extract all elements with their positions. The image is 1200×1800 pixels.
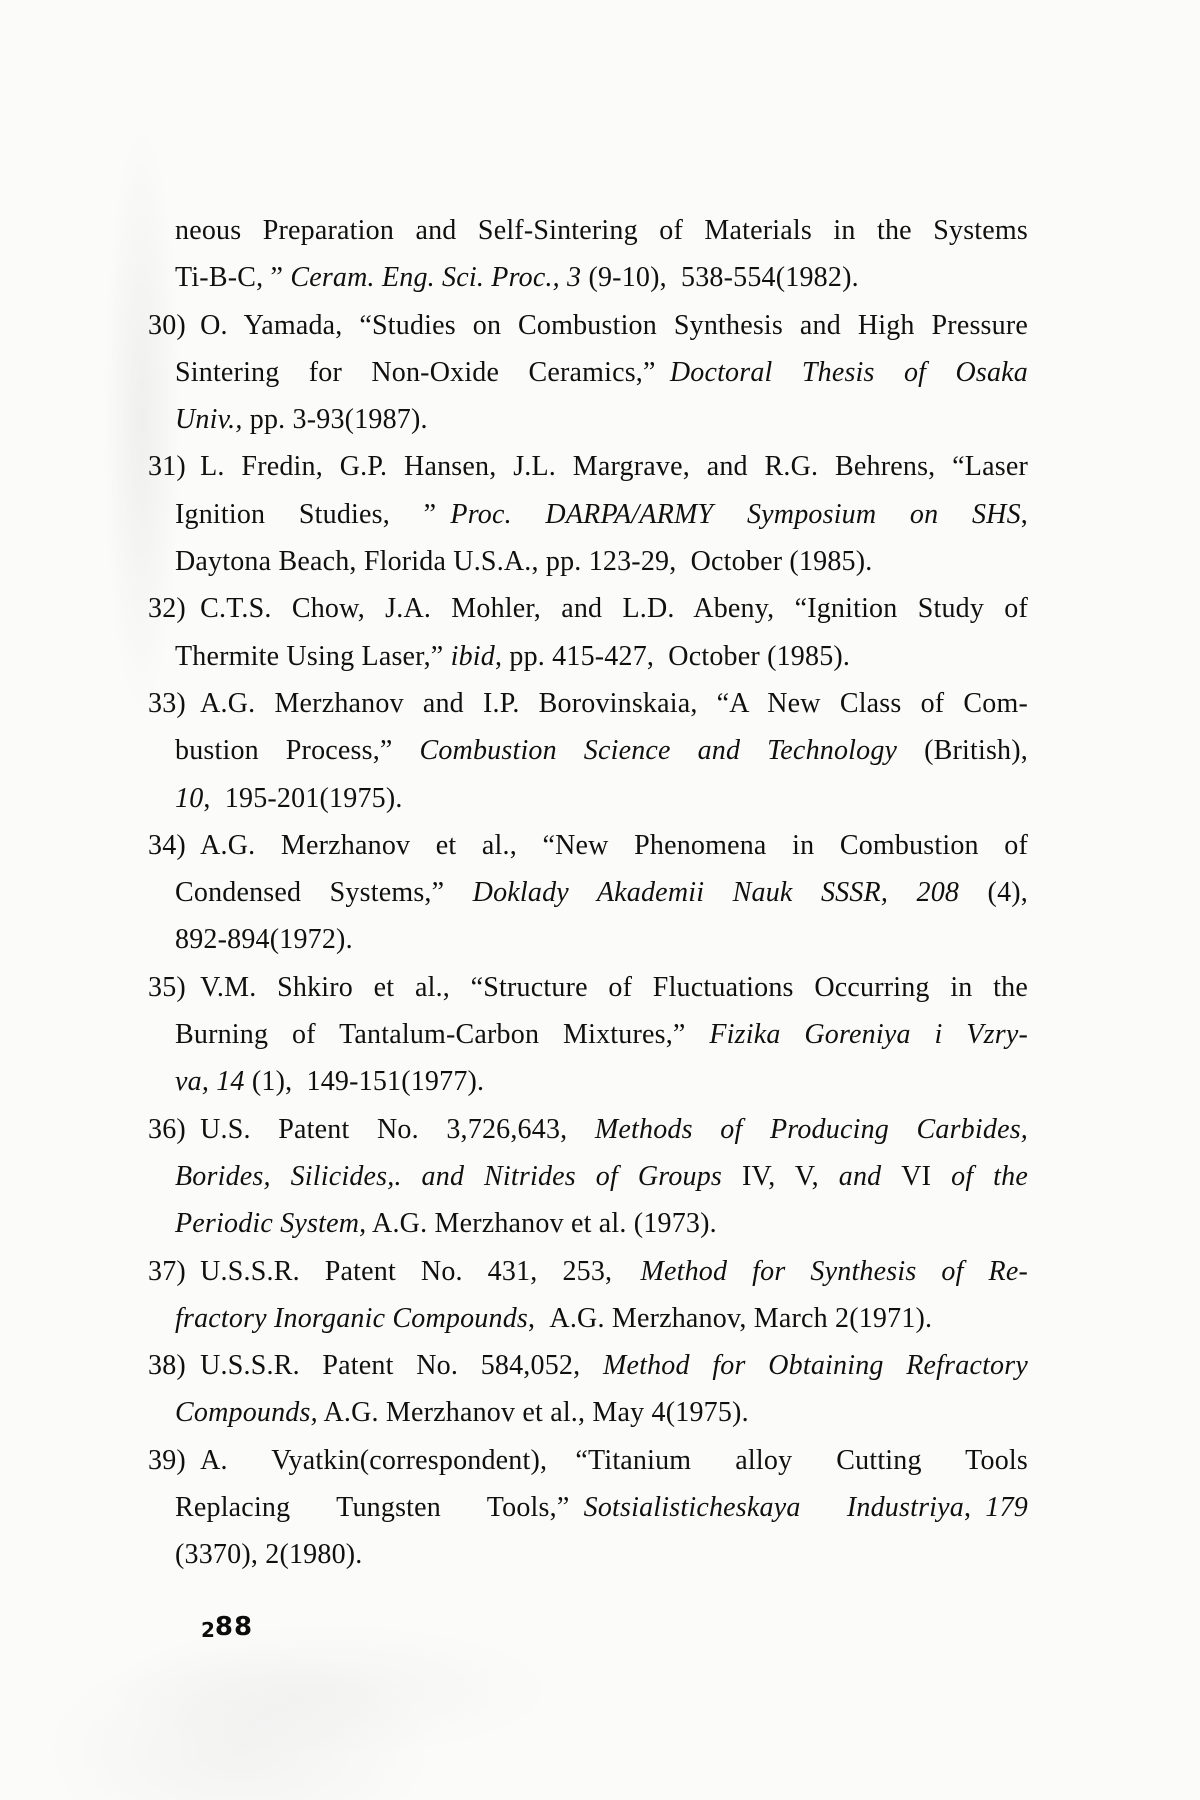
reference-text-italic: Method for Obtaining Refractory <box>602 1350 1028 1382</box>
reference-number: 35) <box>148 971 201 1003</box>
reference-line <box>148 1011 1028 1058</box>
reference-line <box>148 396 1028 443</box>
reference-text-italic: 179 <box>985 1492 1028 1524</box>
reference-text-italic: ibid <box>450 640 495 672</box>
reference-text-italic: and <box>818 1160 902 1192</box>
reference-number: 33) <box>148 687 201 719</box>
reference-text-italic: Sotsialisticheskaya Industriya <box>583 1492 964 1524</box>
reference-line <box>148 1531 1028 1578</box>
reference-text: A. Vyatkin(correspondent), “Titanium alloy Cutting Tools <box>200 1444 1028 1476</box>
reference-text: Ti-B-C, ” <box>175 262 291 294</box>
reference-line <box>148 443 1028 490</box>
reference-text-italic: Ceram. Eng. Sci. Proc., 3 <box>290 262 582 294</box>
reference-text: , <box>963 1492 986 1524</box>
reference-text-italic: Method for Synthesis of Re- <box>640 1255 1029 1287</box>
reference-line <box>148 822 1028 869</box>
reference-line <box>148 1342 1028 1389</box>
reference-line <box>148 538 1028 585</box>
reference-line <box>148 1389 1028 1436</box>
reference-text: (1), 149-151(1977). <box>244 1066 485 1098</box>
reference-text: Sintering for Non-Oxide Ceramics,” <box>175 356 670 388</box>
reference-text: bustion Process,” <box>175 735 420 767</box>
reference-line <box>148 775 1028 822</box>
reference-text-italic: Borides, Silicides,. and Nitrides of Groups <box>175 1160 742 1192</box>
reference-text: , 195-201(1975). <box>203 782 403 814</box>
reference-text: , A.G. Merzhanov, March 2(1971). <box>528 1302 933 1334</box>
reference-text: VI <box>901 1160 932 1192</box>
reference-text-italic: Compounds, <box>175 1397 318 1429</box>
reference-line <box>148 1058 1028 1105</box>
reference-text: A.G. Merzhanov et al., May 4(1975). <box>317 1397 749 1429</box>
reference-text: (3370), 2(1980). <box>175 1539 363 1571</box>
reference-text: A.G. Merzhanov and I.P. Borovinskaia, “A New Class of Com- <box>200 687 1028 719</box>
reference-number: 39) <box>148 1444 201 1476</box>
reference-line <box>148 585 1028 632</box>
reference-line <box>148 1248 1028 1295</box>
reference-number: 30) <box>148 309 201 341</box>
reference-text: U.S.S.R. Patent No. 431, 253, <box>200 1255 641 1287</box>
reference-text-italic: Fizika Goreniya i Vzry- <box>709 1019 1028 1051</box>
reference-number: 38) <box>148 1350 201 1382</box>
reference-text: IV, V, <box>741 1160 819 1192</box>
reference-text-italic: Doklady Akademii Nauk SSSR, 208 <box>472 877 960 909</box>
reference-text: U.S. Patent No. 3,726,643, <box>200 1113 595 1145</box>
reference-number: 37) <box>148 1255 201 1287</box>
reference-text: Burning of Tantalum-Carbon Mixtures,” <box>175 1019 710 1051</box>
reference-text: A.G. Merzhanov et al., “New Phenomena in Combustion of <box>200 829 1028 861</box>
reference-number: 31) <box>148 451 201 483</box>
reference-line <box>148 302 1028 349</box>
reference-text: (British), <box>897 735 1028 767</box>
reference-line <box>148 1153 1028 1200</box>
reference-line <box>148 680 1028 727</box>
reference-line <box>148 1484 1028 1531</box>
reference-number: 32) <box>148 593 201 625</box>
references-column <box>148 207 1028 1579</box>
reference-line <box>148 1295 1028 1342</box>
page-number-rest: 88 <box>214 1612 254 1642</box>
reference-text-italic: Doctoral Thesis of Osaka <box>669 356 1028 388</box>
reference-text: neous Preparation and Self-Sintering of Materials in the Systems <box>175 215 1028 246</box>
reference-text-italic: Univ., <box>175 404 243 436</box>
reference-number: 36) <box>148 1113 201 1145</box>
reference-line <box>148 633 1028 680</box>
reference-line <box>148 491 1028 538</box>
reference-line <box>148 1200 1028 1247</box>
reference-text: , <box>1020 498 1028 530</box>
reference-line <box>148 254 1028 301</box>
reference-text: L. Fredin, G.P. Hansen, J.L. Margrave, and R.G. Behrens, “Laser <box>200 451 1028 483</box>
reference-text: C.T.S. Chow, J.A. Mohler, and L.D. Abeny, “Ignition Study of <box>200 593 1028 625</box>
reference-text-italic: of the <box>931 1160 1028 1192</box>
reference-text: (4), <box>959 877 1028 909</box>
page-number <box>201 1612 253 1642</box>
reference-line <box>148 1437 1028 1484</box>
reference-text-italic: Proc. DARPA/ARMY Symposium on SHS <box>450 498 1021 530</box>
reference-text: 892-894(1972). <box>175 924 353 956</box>
reference-text: Daytona Beach, Florida U.S.A., pp. 123-29, October (1985). <box>175 546 873 578</box>
reference-line <box>148 207 1028 254</box>
reference-text: O. Yamada, “Studies on Combustion Synthesis and High Pressure <box>200 309 1028 341</box>
reference-text: Replacing Tungsten Tools,” <box>175 1492 584 1524</box>
reference-text-italic: fractory Inorganic Compounds <box>175 1302 528 1334</box>
reference-text: A.G. Merzhanov et al. (1973). <box>366 1208 717 1240</box>
reference-text: Condensed Systems,” <box>175 877 473 909</box>
reference-line <box>148 727 1028 774</box>
reference-text: Thermite Using Laser,” <box>175 640 451 672</box>
reference-text-italic: Methods of Producing Carbides, <box>594 1113 1028 1145</box>
reference-line <box>148 869 1028 916</box>
reference-text: (9-10), 538-554(1982). <box>581 262 859 294</box>
reference-line <box>148 1106 1028 1153</box>
reference-text-italic: Combustion Science and Technology <box>419 735 898 767</box>
reference-text-italic: 10 <box>175 782 204 814</box>
page-number-digit: 2 <box>201 1618 215 1642</box>
reference-text: V.M. Shkiro et al., “Structure of Fluctuations Occurring in the <box>200 971 1028 1003</box>
reference-text-italic: Periodic System, <box>175 1208 367 1240</box>
reference-text: U.S.S.R. Patent No. 584,052, <box>200 1350 603 1382</box>
reference-text: Ignition Studies, ” <box>175 498 451 530</box>
reference-text: pp. 3-93(1987). <box>242 404 428 436</box>
reference-text: , pp. 415-427, October (1985). <box>494 640 851 672</box>
reference-number: 34) <box>148 829 201 861</box>
reference-text-italic: va, 14 <box>175 1066 245 1098</box>
reference-line <box>148 964 1028 1011</box>
reference-line <box>148 349 1028 396</box>
reference-line <box>148 916 1028 963</box>
